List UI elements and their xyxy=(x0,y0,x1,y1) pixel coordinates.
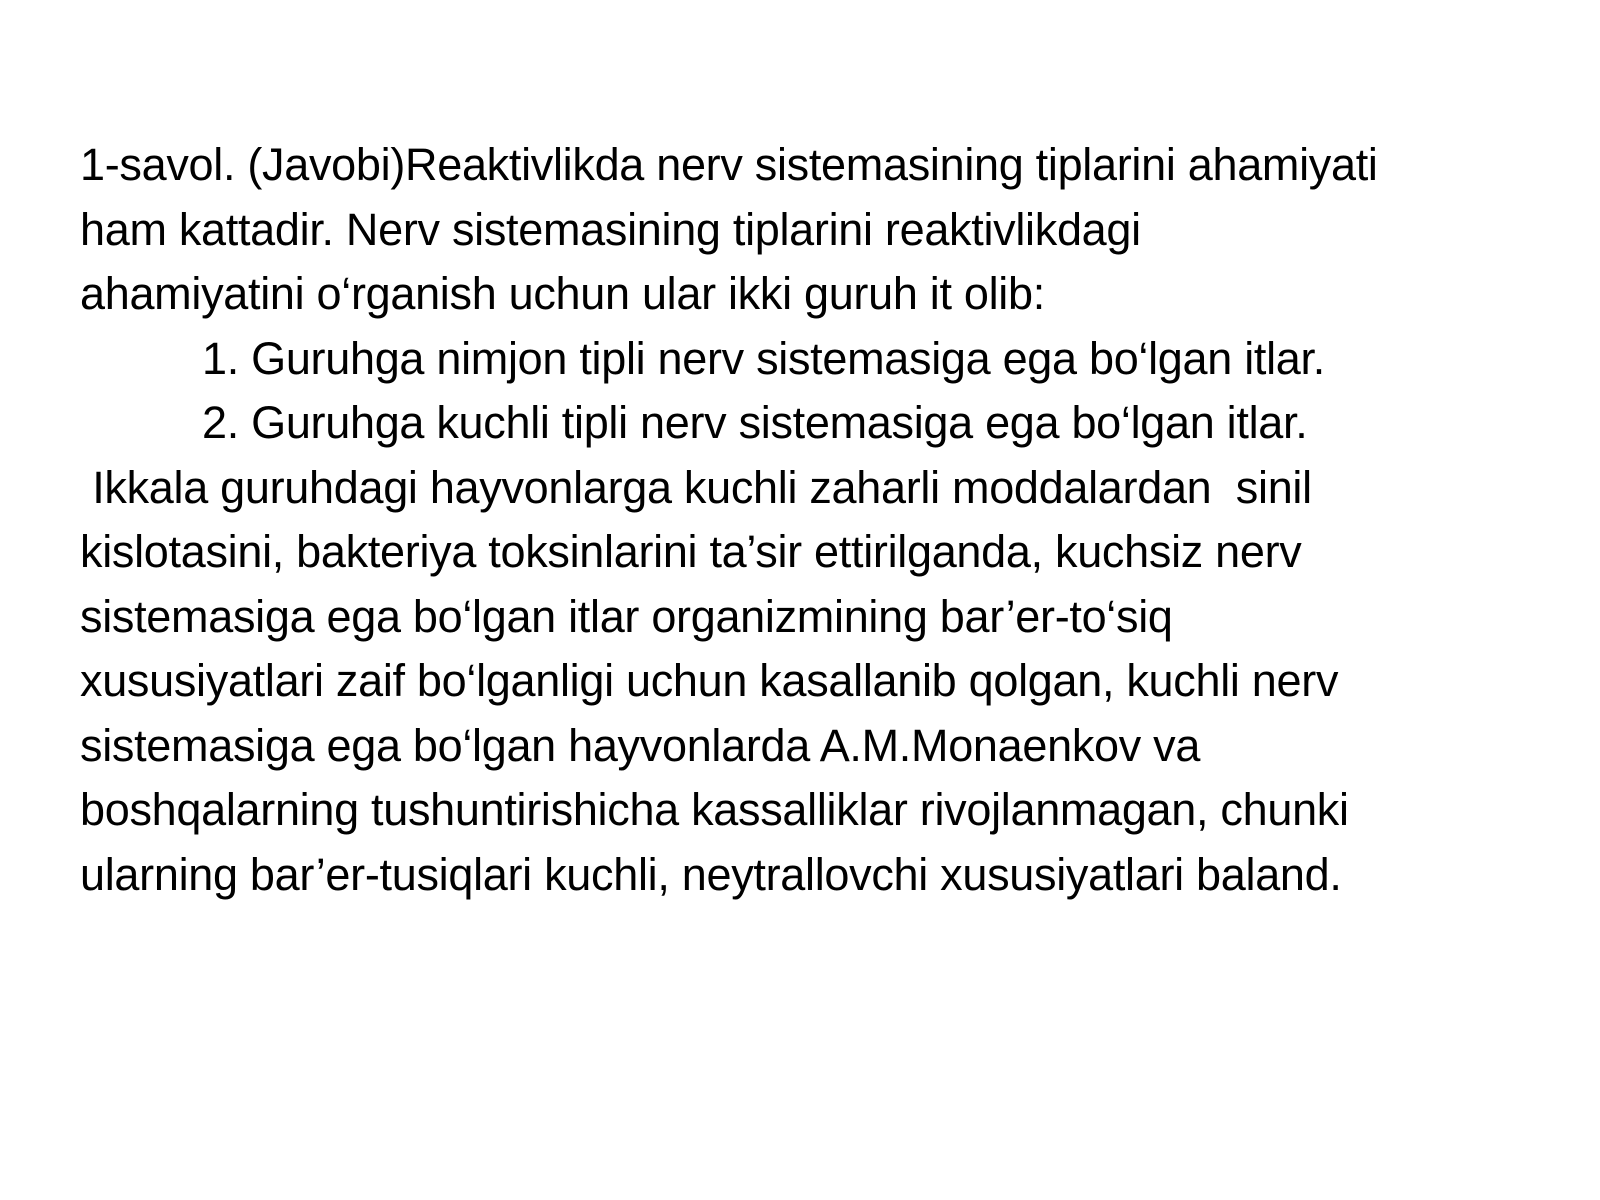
text-line: ham kattadir. Nerv sistemasining tiplarini reaktivlikdagi xyxy=(80,203,1141,255)
text-line: xususiyatlari zaif bo‘lganligi uchun kasallanib qolgan, kuchli nerv xyxy=(80,655,1339,706)
text-line: ahamiyatini o‘rganish uchun ular ikki guruh it olib: xyxy=(80,268,1045,319)
slide-body-text xyxy=(80,133,1550,907)
list-item: 2. Guruhga kuchli tipli nerv sistemasiga ega bo‘lgan itlar. xyxy=(202,397,1308,448)
text-line: 1-savol. (Javobi)Reaktivlikda nerv sistemasining tiplarini ahamiyati xyxy=(80,139,1378,190)
text-line: boshqalarning tushuntirishicha kassalliklar rivojlanmagan, chunki xyxy=(80,784,1349,835)
text-line: Ikkala guruhdagi hayvonlarga kuchli zaharli moddalardan sinil xyxy=(80,461,1312,513)
text-line: kislotasini, bakteriya toksinlarini ta’sir ettirilganda, kuchsiz nerv xyxy=(80,526,1302,577)
text-line: ularning bar’er-tusiqlari kuchli, neytrallovchi xususiyatlari baland. xyxy=(80,848,1342,900)
list-item: 1. Guruhga nimjon tipli nerv sistemasiga ega bo‘lgan itlar. xyxy=(202,332,1325,384)
text-line: sistemasiga ega bo‘lgan hayvonlarda A.M.Monaenkov va xyxy=(80,719,1201,771)
text-line: sistemasiga ega bo‘lgan itlar organizmining bar’er-to‘siq xyxy=(80,590,1173,642)
